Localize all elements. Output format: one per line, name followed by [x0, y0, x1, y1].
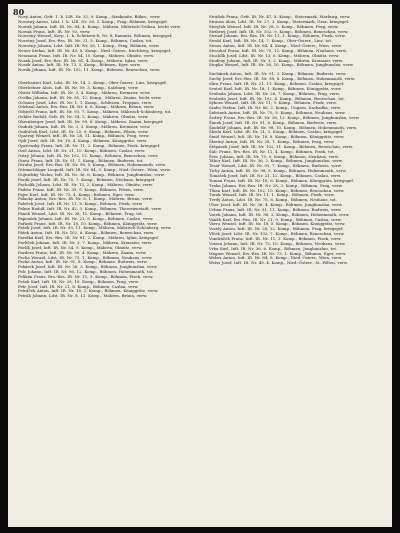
list-entry: Ochsner Josef, Ldst. IR. Nr. 1, 1. Komp., Schlesien, Troppau, verw. [18, 99, 153, 105]
list-entry: Tábor Karl, Inft. IR. Nr. 36, 2. Komp., Böhmen, Jungbunzlau, verw. [209, 158, 343, 164]
list-entry: Novotný Anton, Ldst. I. k. LIR. Nr. 28, 3. Komp., Prag, Böhmen, kriegsgef. [18, 18, 168, 24]
list-entry: Oberleitner Alois, Inft. IR. Nr. 59, 3. Komp., Salzburg, verw. [18, 84, 139, 90]
list-entry: Pavlíček Johann, Inft. IR. Nr. 3, 7. Komp., Mähren, Kremsier, verw. [18, 239, 153, 245]
list-entry: Vrba Karl, Inft. IR. Nr. 36, 6. Komp., Böhmen, Jungbunzlau, tot. [209, 245, 338, 251]
list-entry: Strouhal Franz, Inft. IR. Nr. 75, 12. Komp., Böhmen, Neuhaus, verw. [209, 47, 347, 53]
left-column [18, 15, 196, 299]
list-entry: Opočenský Franz, Inft. IR. Nr. 11, 2. Komp., Böhmen, Pisek, kriegsgef. [18, 143, 161, 149]
list-entry: Strobl Karl, Inft. IR. Nr. 14, 7. Komp., Ober-Österr., Linz, tot. [209, 38, 333, 44]
list-entry: Novotný Josef, Ers.-Res. IR. Nr. 21, 5. Komp., Böhmen, Caslau, tot. [18, 38, 153, 44]
list-entry: Nowak Johann, Inft. IR. Nr. 84, 4. Komp., Mähren, Mährisch-Trübau, leicht verw. [18, 23, 181, 29]
list-entry: Vacek Johann, Inft. IR. Nr. 98, 2. Komp., Böhmen, Hohenmauth, verw. [209, 211, 350, 217]
right-block-2 [209, 72, 387, 265]
list-entry: Obrist Wilhelm, Inft. IR. Nr. 3, 4. Komp., Mähren, Kremsier, verw. [18, 89, 151, 95]
page-number: 80 [13, 7, 25, 17]
list-entry: Toman Franz, Inft. IR. Nr. 18, 6. Komp., Böhmen, Königgrätz, kriegsgef. [209, 177, 354, 183]
list-entry: Neumann Franz, Inft. IR. Nr. 54, 10. Komp., Mähren, Olmütz, verw. [18, 52, 155, 58]
list-entry: Ondráček Karl, Ldst. IR. Nr. 25, 9. Komp., Böhmen, Pilsen, verw. [18, 128, 149, 134]
list-entry: Šulc Franz, Ers.-Res. IR. Nr. 11, 4. Komp., Böhmen, Pisek, tot. [209, 148, 335, 154]
list-entry: Vlček Josef, Ldst. IR. Nr. 102, 7. Komp., Böhmen, Beneschau, verw. [209, 231, 345, 237]
list-entry: Nosek Josef, Ers.-Res. IR. Nr. 81, 4. Komp., Mähren, Iglau, verw. [18, 57, 149, 63]
list-entry: Tvrdý Anton, Ldst. IR. Nr. 75, 8. Komp., Böhmen, Neuhaus, tot. [209, 197, 337, 203]
list-entry: Weiss Josef, Inft. IR. Nr. 49, 4. Komp., Nied.-Österr., St. Pölten, verw. [209, 260, 349, 266]
list-entry: Stross Anton, Inft. IR. Nr. 84, 4. Komp., Nied.-Österr., Wien, verw. [209, 43, 343, 49]
list-entry: Paleček Josef, Inft. IR. Nr. 11, 8. Komp., Böhmen, Pisek, verw. [18, 201, 143, 207]
list-entry: Oberhauser Karl, Ldst. IR. Nr. 14, 2. Komp., Ober-Österr., Linz, kriegsgef. [18, 80, 167, 86]
list-entry: Šedivý Franz, Ers.-Res. IR. Nr. 36, 12. Komp., Böhmen, Jungbunzlau, verw. [209, 114, 360, 120]
list-entry: Pátek Anton, Inft. IR. Nr. 102, 6. Komp., Böhmen, Beneschau, verw. [18, 230, 155, 236]
list-entry: Pelc Johann, Inft. IR. Nr. 98, 12. Komp., Böhmen, Hohenmauth, tot. [18, 269, 154, 275]
left-block-2 [18, 81, 196, 299]
list-entry: Pecka Anton, Inft. IR. Nr. 91, 8. Komp., Böhmen, Budweis, verw. [18, 259, 148, 265]
list-entry: Nowak Franz, Inft. IR. Nr. 93, verw. [18, 28, 91, 34]
list-entry: Novák Johann, Inft. IR. Nr. 102, 11. Komp., Böhmen, Beneschau, verw. [18, 67, 161, 73]
right-block-1 [209, 15, 387, 68]
document-page [8, 4, 392, 527]
list-entry: Neuer Stefan, Inft. IR. Nr. 49, 8. Komp., Nied.-Österr., Kirchberg, kriegsgef. [18, 47, 171, 53]
list-entry: Šmíd Wenzel, Inft. IR. Nr. 18, 8. Komp., Böhmen, Königgrätz, verw. [209, 134, 345, 140]
list-entry: Weber Anton, Inft. IR. Nr. 84, 8. Komp., Nied.-Österr., Wien, verw. [209, 255, 343, 261]
list-entry: Straßek Franz, Gefr. IR. Nr. 47, 8. Komp., Steiermark, Marburg, verw. [209, 14, 351, 19]
list-entry: Nosek Anton, Inft. IR. Nr. 73, 5. Komp., Böhmen, Eger, verw. [18, 62, 141, 68]
list-entry: Pecha Wenzel, Ldst. IR. Nr. 75, 1. Komp., Böhmen, Neuhaus, verw. [18, 254, 153, 260]
list-entry: Strejček Wenzel, Inft. IR. Nr. 28, 5. Komp., Böhmen, Prag, verw. [209, 23, 339, 29]
list-entry: Ohrenberger Josef, Inft. IR. Nr. 99, 8. Komp., Mähren, Znaim, kriegsgef. [18, 118, 164, 124]
list-entry: Vávra Wenzel, Inft. IR. Nr. 18, 5. Komp., Böhmen, Königgrätz, verw. [209, 221, 346, 227]
list-entry: Vaněk Karl, Ers.-Res. IR. Nr. 21, 9. Komp., Böhmen, Caslau, verw. [209, 216, 342, 222]
list-entry: Odehnal Anton, Ers.-Res. IR. Nr. 8, 6. Komp., Mähren, Brünn, verw. [18, 104, 155, 110]
list-entry: Stupka Wenzel, Inft. IR. Nr. 36, 10. Komp., Böhmen, Jungbunzlau, verw. [209, 62, 354, 68]
list-entry: Tichý Anton, Inft. IR. Nr. 98, 5. Komp., Böhmen, Hohenmauth, verw. [209, 168, 347, 174]
list-entry: Trnka Johann, Ers.-Res. IR. Nr. 28, 3. Komp., Böhmen, Prag, verw. [209, 182, 343, 188]
list-entry: Papoušek Johann, Inft. IR. Nr. 21, 5. Komp., Böhmen, Caslau, verw. [18, 215, 154, 221]
list-entry: Pacholík Johann, Ldst. IR. Nr. 13, 2. Komp., Mähren, Olmütz, verw. [18, 181, 153, 187]
list-entry: Sůra Franz, Inft. IR. Nr. 21, 11. Komp., Böhmen, Caslau, kriegsgef. [209, 80, 345, 86]
list-entry: Tomášek Josef, Inft. IR. Nr. 21, 12. Komp., Böhmen, Caslau, verw. [209, 173, 342, 178]
right-column [209, 15, 387, 266]
list-entry: Veselý Anton, Inft. IR. Nr. 28, 12. Komp., Böhmen, Prag, kriegsgef. [209, 226, 344, 232]
list-entry: Szabo Stefan, Inft. IR. Nr. 86, 2. Komp., Ungarn, Szabadka, verw. [209, 105, 341, 111]
list-entry: Oujezdský Václav, Inft. IR. Nr. 36, 6. Komp., Böhmen, Jungbunzlau, verw. [18, 172, 165, 178]
list-entry: Otava Franz, Inft. IR. Nr. 91, 1. Komp., Böhmen, Budweis, tot. [18, 157, 144, 163]
list-entry: Pazdera Franz, Inft. IR. Nr. 99, 4. Komp., Mähren, Znaim, verw. [18, 249, 147, 255]
list-entry: Svatoš Karl, Inft. IR. Nr. 18, 1. Komp., Böhmen, Königgrätz, verw. [209, 85, 342, 91]
list-entry: Pánek Wenzel, Ldst. IR. Nr. 28, 12. Komp., Böhmen, Prag, tot. [18, 210, 144, 216]
list-entry: Pajer Karl, Inft. IR. Nr. 73, 4. Komp., Böhmen, Eger, verw. [18, 191, 136, 197]
list-entry: Petráček Anton, Inft. IR. Nr. 18, 2. Komp., Böhmen, Königgrätz, verw. [18, 288, 159, 294]
list-entry: Pašek Josef, Inft. IR. Nr. 93, 11. Komp., Mähren, Mährisch-Schönberg, verw. [18, 225, 172, 231]
list-entry: Nowotný Johann, Ldst. Inft. IR. Nr. 28, 1. Komp., Prag, Böhmen, verw. [18, 43, 160, 49]
list-entry: Pavelka Karl, Ers.-Res. IR. Nr. 81, 2. Komp., Mähren, Iglau, kriegsgef. [18, 235, 159, 241]
list-entry: Ocelka Johann, Inft. IR. Nr. 81, 12. Komp., Mähren, Znaim, leicht verw. [18, 94, 162, 100]
list-entry: Oplt Josef, Inft. IR. Nr. 18, 4. Komp., Böhmen, Königgrätz, verw. [18, 138, 148, 144]
list-entry: Suchý Josef, Ers.-Res. IR. Nr. 98, 8. Komp., Böhmen, Hohenmauth, verw. [209, 76, 356, 82]
list-entry: Vondráček Franz, Inft. IR. Nr. 11, 3. Komp., Böhmen, Pisek, verw. [209, 235, 342, 241]
list-entry: Svoboda Johann, Ldst. IR. Nr. 28, 7. Komp., Böhmen, Prag, verw. [209, 90, 340, 96]
list-entry: Pelikán Franz, Ers.-Res. IR. Nr. 11, 5. Komp., Böhmen, Pisek, verw. [18, 273, 154, 279]
list-entry: Orel Anton, Ldst. IR. Nr. 21, 10. Komp., Böhmen, Caslau, verw. [18, 147, 146, 153]
list-entry: Sýkora Wenzel, Inft. IR. Nr. 11, 9. Komp., Böhmen, Pisek, verw. [209, 100, 337, 106]
list-entry: Ostrý Johann, Inft. IR. Nr. 102, 12. Komp., Böhmen, Beneschau, verw. [18, 152, 159, 158]
list-entry: Pařízek Franz, Inft. IR. Nr. 18, 10. Komp., Böhmen, Königgrätz, verw. [18, 220, 158, 226]
list-entry: Šimek Josef, Inft. IR. Nr. 91, 6. Komp., Böhmen, Budweis, verw. [209, 119, 337, 125]
list-entry: Nový Anton, Gefr. 1. k. LIR. Nr. 32, 9. Komp., Strakonitz, Böhm., verw. [18, 14, 161, 19]
list-entry: Studený Johann, Inft. IR. Nr. 3, 2. Komp., Mähren, Kremsier, verw. [209, 57, 344, 63]
list-entry: Strauss Alois, Ldst. IR. Nr. 27, 3. Komp., Steiermark, Graz, kriegsgef. [209, 18, 350, 24]
list-entry: Stribrný Josef, Inft. IR. Nr. 102, 9. Komp., Böhmen, Beneschau, verw. [209, 28, 349, 34]
list-entry: Ottenschläger Leopold, Inft. IR. Nr. 84, 3. Komp., Nied.-Österr., Wien, verw. [18, 167, 171, 173]
list-entry: Pavlík Josef, Inft. IR. Nr. 54, 9. Komp., Mähren, Olmütz, verw. [18, 244, 143, 250]
list-entry: Strnad Johann, Ers.-Res. IR. Nr. 11, 1. Komp., Böhmen, Pisek, verw. [209, 33, 346, 39]
list-entry: Wagner Wenzel, Ers.-Res. IR. Nr. 73, 1. Komp., Böhmen, Eger, verw. [209, 250, 347, 256]
list-entry: Pekárek Josef, Inft. IR. Nr. 36, 3. Komp., Böhmen, Jungbunzlau, verw. [18, 264, 158, 270]
left-block-1 [18, 15, 196, 73]
list-entry: Odstrčil Franz, Inft. IR. Nr. 93, 7. Komp., Mähren, Mährisch-Schönberg, tot. [18, 109, 172, 115]
list-entry: Uher Josef, Inft. IR. Nr. 36, 4. Komp., Böhmen, Jungbunzlau, verw. [209, 202, 343, 208]
list-entry: Oehler Rudolf, Gefr. IR. Nr. 54, 2. Komp., Mähren, Olmütz, verw. [18, 114, 149, 120]
list-entry: Šafránek Anton, Inft. IR. Nr. 75, 5. Komp., Böhmen, Neuhaus, verw. [209, 110, 346, 116]
list-entry: Turek Wenzel, Inft. IR. Nr. 11, 1. Komp., Böhmen, Pisek, verw. [209, 192, 335, 198]
list-entry: Petrák Johann, Ldst. IR. Nr. 8, 11. Komp., Mähren, Brünn, verw. [18, 293, 148, 299]
list-entry: Opatrný Wenzel, Inft. IR. Nr. 28, 11. Komp., Böhmen, Prag, verw. [18, 133, 150, 139]
list-entry: Šindelář Johann, Inft. IR. Nr. 98, 10. Komp., Böhmen, Hohenmauth, verw. [209, 124, 357, 130]
list-entry: Škoda Karl, Ldst. IR. Nr. 21, 3. Komp., Böhmen, Caslau, kriegsgef. [209, 129, 344, 135]
list-entry: Pacák Josef, Inft. IR. Nr. 75, 7. Komp., Böhmen, Neuhaus, kriegsgef. [18, 177, 156, 182]
list-entry: Svoboda Josef, Inft. IR. Nr. 102, 4. Komp., Böhmen, Beneschau, tot. [209, 95, 346, 101]
list-entry: Urban Franz, Inft. IR. Nr. 91, 11. Komp., Böhmen, Budweis, verw. [209, 206, 342, 212]
list-entry: Ondrák Johann, Inft. IR. Nr. 3, 3. Komp., Mähren, Kremsier, verw. [18, 123, 151, 129]
list-entry: Otruba Josef, Ers.-Res. IR. Nr. 98, 5. Komp., Böhmen, Hohenmauth, verw. [18, 162, 166, 168]
list-entry: Štěpánek Josef, Inft. IR. Nr. 102, 11. Komp., Böhmen, Beneschau, verw. [209, 143, 353, 149]
list-entry: Palacký Anton, Ers.-Res. IR. Nr. 8, 1. Komp., Mähren, Brünn, verw. [18, 196, 153, 202]
list-entry: Tůma Karl, Inft. IR. Nr. 102, 10. Komp., Böhmen, Beneschau, verw. [209, 187, 345, 193]
list-entry: Pešek Karl, Inft. IR. Nr. 28, 10. Komp., Böhmen, Prag, verw. [18, 278, 139, 284]
list-entry: Nowotný Wenzel, Korp. 1. k. Schützen-R. Nr. 8, Kamnitz, Böhmen, kriegsgef. [18, 33, 173, 39]
list-entry: Suchánek Anton, Inft. IR. Nr. 91, 3. Komp., Böhmen, Budweis, verw. [209, 71, 347, 77]
list-entry: Švec Johann, Inft. IR. Nr. 75, 9. Komp., Böhmen, Neuhaus, verw. [209, 153, 340, 159]
list-entry: Petr Josef, Inft. IR. Nr. 21, 6. Komp., Böhmen, Caslau, verw. [18, 283, 139, 289]
list-entry: Stuchlík Josef, Ldst. IR. Nr. 13, 6. Komp., Mähren, Olmütz, verw. [209, 52, 340, 58]
list-entry: Padrta Franz, Inft. IR. Nr. 35, 9. Komp., Böhmen, Pilsen, verw. [18, 186, 144, 192]
list-entry: Votava Johann, Inft. IR. Nr. 75, 10. Komp., Böhmen, Neuhaus, verw. [209, 240, 346, 246]
list-entry: Palme Rudolf, Inft. IR. Nr. 42, 3. Komp., Böhmen, Theresienstadt, verw. [18, 206, 162, 212]
list-entry: Tesař Wenzel, Ldst. IR. Nr. 91, 7. Komp., Böhmen, Budweis, verw. [209, 163, 342, 169]
list-entry: Šťastný Anton, Inft. IR. Nr. 28, 1. Komp., Böhmen, Prag, verw. [209, 139, 335, 145]
